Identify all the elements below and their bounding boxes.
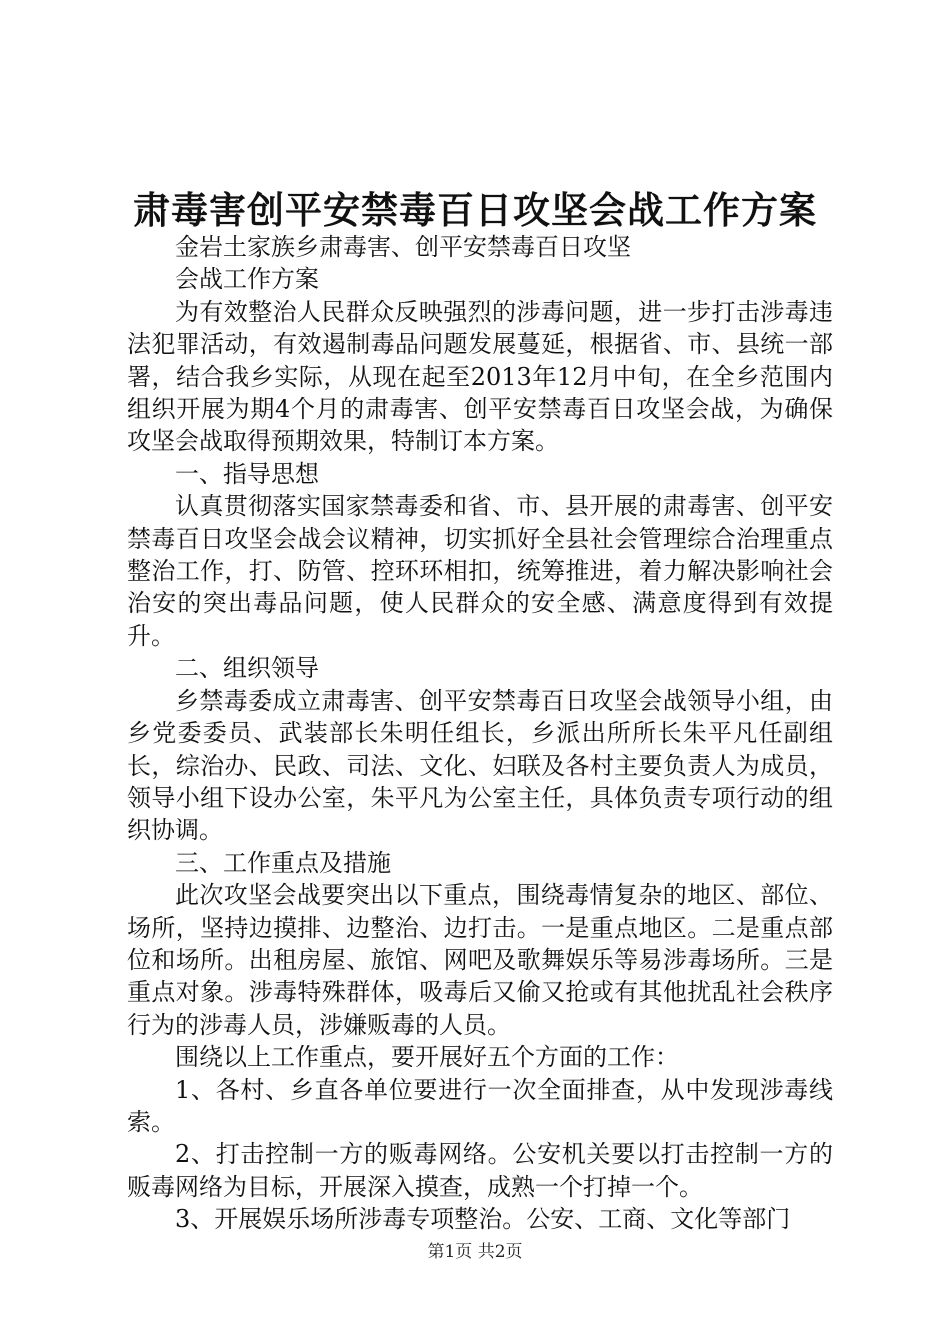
paragraph-intro: 为有效整治人民群众反映强烈的涉毒问题，进一步打击涉毒违法犯罪活动，有效遏制毒品问题发展蔓延，根据省、市、县统一部署，结合我乡实际，从现在起至2013年12月中旬，在全乡范围内组织开展为期4个月的肃毒害、创平安禁毒百日攻坚会战，为确保攻坚会战取得预期效果，特制订本方案。 — [127, 297, 833, 456]
document-body — [127, 231, 833, 1236]
paragraph-subtitle-1: 金岩土家族乡肃毒害、创平安禁毒百日攻坚 — [175, 233, 631, 261]
list-item-2: 2、打击控制一方的贩毒网络。公安机关要以打击控制一方的贩毒网络为目标，开展深入摸查，成熟一个打掉一个。 — [127, 1140, 833, 1201]
list-item-3: 3、开展娱乐场所涉毒专项整治。公安、工商、文化等部门 — [175, 1205, 791, 1234]
document-title: 肃毒害创平安禁毒百日攻坚会战工作方案 — [133, 188, 817, 232]
list-item-1: 1、各村、乡直各单位要进行一次全面排查，从中发现涉毒线索。 — [127, 1075, 833, 1136]
section-heading-organization: 二、组织领导 — [175, 654, 319, 683]
paragraph-guiding-thought: 认真贯彻落实国家禁毒委和省、市、县开展的肃毒害、创平安禁毒百日攻坚会战会议精神，切实抓好全县社会管理综合治理重点整治工作，打、防管、控环环相扣，统筹推进，着力解决影响社会治安的突出毒品问题，使人民群众的安全感、满意度得到有效提升。 — [127, 492, 833, 650]
page-number: 第1页 共2页 — [427, 1242, 523, 1262]
section-heading-key-points: 三、工作重点及措施 — [175, 848, 391, 877]
paragraph-subtitle-2: 会战工作方案 — [175, 265, 319, 294]
paragraph-key-points: 此次攻坚会战要突出以下重点，围绕毒情复杂的地区、部位、场所，坚持边摸排、边整治、边打击。一是重点地区。二是重点部位和场所。出租房屋、旅馆、网吧及歌舞娱乐等易涉毒场所。三是重点对象。涉毒特殊群体，吸毒后又偷又抢或有其他扰乱社会秩序行为的涉毒人员，涉嫌贩毒的人员。 — [127, 881, 833, 1039]
paragraph-organization: 乡禁毒委成立肃毒害、创平安禁毒百日攻坚会战领导小组，由乡党委委员、武装部长朱明任组长，乡派出所所长朱平凡任副组长，综治办、民政、司法、文化、妇联及各村主要负责人为成员，领导小组下设办公室，朱平凡为公室主任，具体负责专项行动的组织协调。 — [127, 686, 833, 845]
paragraph-five-tasks: 围绕以上工作重点，要开展好五个方面的工作： — [175, 1043, 679, 1072]
section-heading-guiding-thought: 一、指导思想 — [175, 459, 319, 488]
